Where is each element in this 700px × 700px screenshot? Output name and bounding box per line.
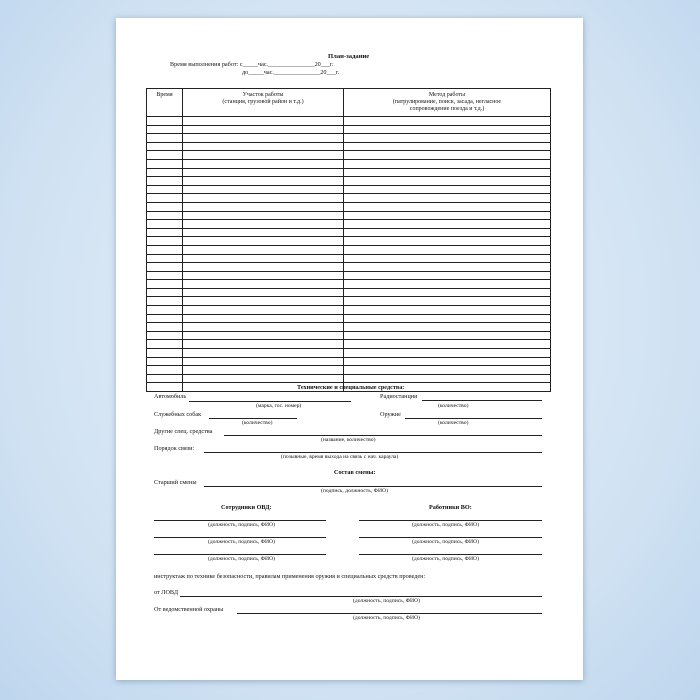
table-row — [147, 271, 551, 280]
ovd-signature-line-3[interactable] — [154, 554, 326, 555]
method-cell[interactable] — [344, 280, 551, 289]
time-cell[interactable] — [147, 340, 183, 349]
method-cell[interactable] — [344, 357, 551, 366]
column-header-hint: (станция, грузовой район и т.д.) — [222, 99, 304, 105]
time-cell[interactable] — [147, 142, 183, 151]
column-header-time — [147, 89, 183, 117]
method-cell[interactable] — [344, 194, 551, 203]
dogs-label: Служебных собак — [154, 411, 202, 418]
section-cell[interactable] — [183, 125, 344, 134]
method-cell[interactable] — [344, 263, 551, 272]
method-cell[interactable] — [344, 254, 551, 263]
method-cell[interactable] — [344, 159, 551, 168]
vo-signature-line-2[interactable] — [359, 537, 542, 538]
method-cell[interactable] — [344, 142, 551, 151]
time-cell[interactable] — [147, 323, 183, 332]
work-time-to: до_____час._______________20___г. — [242, 69, 340, 76]
method-cell[interactable] — [344, 228, 551, 237]
section-cell[interactable] — [183, 349, 344, 358]
method-cell[interactable] — [344, 177, 551, 186]
section-cell[interactable] — [183, 271, 344, 280]
section-cell[interactable] — [183, 314, 344, 323]
radio-hint: (количество) — [438, 403, 469, 409]
time-cell[interactable] — [147, 177, 183, 186]
vo-signature-hint-3: (должность, подпись, ФИО) — [412, 556, 479, 562]
section-cell[interactable] — [183, 331, 344, 340]
time-cell[interactable] — [147, 366, 183, 375]
time-cell[interactable] — [147, 306, 183, 315]
staff-heading: Состав смены: — [334, 469, 376, 476]
guard-field-line[interactable] — [237, 613, 542, 614]
dogs-hint: (количество) — [242, 420, 273, 426]
other-means-field-line[interactable] — [224, 435, 542, 436]
section-cell[interactable] — [183, 168, 344, 177]
plan-table — [146, 88, 551, 392]
other-means-label: Другие спец. средства — [154, 428, 213, 435]
section-cell[interactable] — [183, 245, 344, 254]
section-cell[interactable] — [183, 194, 344, 203]
vo-heading: Работники ВО: — [429, 504, 472, 511]
time-cell[interactable] — [147, 151, 183, 160]
method-cell[interactable] — [344, 366, 551, 375]
column-header-hint-2: сопровождение поезда и т.д.) — [409, 106, 485, 112]
method-cell[interactable] — [344, 245, 551, 254]
method-cell[interactable] — [344, 349, 551, 358]
time-cell[interactable] — [147, 357, 183, 366]
table-row — [147, 254, 551, 263]
section-cell[interactable] — [183, 280, 344, 289]
briefing-text: инструктаж по технике безопасности, правилам применения оружия и специальных средств проведен: — [154, 573, 426, 580]
section-cell[interactable] — [183, 151, 344, 160]
section-cell[interactable] — [183, 263, 344, 272]
vo-signature-hint-1: (должность, подпись, ФИО) — [412, 522, 479, 528]
method-cell[interactable] — [344, 211, 551, 220]
section-cell[interactable] — [183, 254, 344, 263]
document-page — [116, 18, 583, 680]
table-row — [147, 185, 551, 194]
section-cell[interactable] — [183, 177, 344, 186]
time-cell[interactable] — [147, 202, 183, 211]
document-title: План-задание — [328, 53, 370, 60]
weapon-hint: (количество) — [438, 420, 469, 426]
time-cell[interactable] — [147, 117, 183, 126]
method-cell[interactable] — [344, 288, 551, 297]
table-row — [147, 177, 551, 186]
time-cell[interactable] — [147, 331, 183, 340]
time-cell[interactable] — [147, 168, 183, 177]
time-cell[interactable] — [147, 280, 183, 289]
guard-hint: (должность, подпись, ФИО) — [353, 615, 420, 621]
column-header-method — [344, 89, 551, 117]
radio-field-line[interactable] — [422, 400, 542, 401]
section-cell[interactable] — [183, 297, 344, 306]
table-row — [147, 357, 551, 366]
table-row — [147, 314, 551, 323]
table-row — [147, 374, 551, 383]
time-cell[interactable] — [147, 383, 183, 392]
section-cell[interactable] — [183, 288, 344, 297]
section-cell[interactable] — [183, 228, 344, 237]
table-row — [147, 151, 551, 160]
work-time-from: Время выполнения работ: с_____час._______________20___г. — [170, 61, 334, 68]
vo-signature-hint-2: (должность, подпись, ФИО) — [412, 539, 479, 545]
communication-field-line[interactable] — [204, 452, 542, 453]
ovd-signature-hint-3: (должность, подпись, ФИО) — [208, 556, 275, 562]
time-cell[interactable] — [147, 228, 183, 237]
table-row — [147, 263, 551, 272]
method-cell[interactable] — [344, 220, 551, 229]
time-cell[interactable] — [147, 220, 183, 229]
communication-hint: (позывные, время выхода на связь с нач. караула) — [281, 454, 399, 460]
column-header-label: Участок работы — [242, 92, 284, 98]
section-cell[interactable] — [183, 117, 344, 126]
senior-field-line[interactable] — [204, 486, 542, 487]
section-cell[interactable] — [183, 237, 344, 246]
table-row — [147, 211, 551, 220]
weapon-field-line[interactable] — [405, 418, 542, 419]
guard-label: От ведомственной охраны — [154, 606, 224, 613]
method-cell[interactable] — [344, 151, 551, 160]
table-row — [147, 340, 551, 349]
time-cell[interactable] — [147, 271, 183, 280]
radio-label: Радиостанции — [380, 393, 418, 400]
vo-signature-line-1[interactable] — [359, 520, 542, 521]
section-cell[interactable] — [183, 142, 344, 151]
section-cell[interactable] — [183, 323, 344, 332]
time-cell[interactable] — [147, 245, 183, 254]
section-cell[interactable] — [183, 357, 344, 366]
table-row — [147, 288, 551, 297]
table-row — [147, 228, 551, 237]
table-header-row — [147, 89, 551, 117]
method-cell[interactable] — [344, 185, 551, 194]
time-cell[interactable] — [147, 263, 183, 272]
section-cell[interactable] — [183, 202, 344, 211]
method-cell[interactable] — [344, 134, 551, 143]
lovd-hint: (должность, подпись, ФИО) — [353, 598, 420, 604]
table-row — [147, 117, 551, 126]
ovd-signature-hint-1: (должность, подпись, ФИО) — [208, 522, 275, 528]
time-cell[interactable] — [147, 297, 183, 306]
time-cell[interactable] — [147, 349, 183, 358]
table-row — [147, 134, 551, 143]
ovd-signature-hint-2: (должность, подпись, ФИО) — [208, 539, 275, 545]
auto-field-line[interactable] — [189, 401, 351, 402]
time-cell[interactable] — [147, 288, 183, 297]
table-row — [147, 220, 551, 229]
table-row — [147, 125, 551, 134]
lovd-field-line[interactable] — [180, 596, 542, 597]
section-cell[interactable] — [183, 340, 344, 349]
method-cell[interactable] — [344, 374, 551, 383]
dogs-field-line[interactable] — [209, 418, 297, 419]
table-row — [147, 366, 551, 375]
method-cell[interactable] — [344, 202, 551, 211]
table-row — [147, 306, 551, 315]
section-cell[interactable] — [183, 220, 344, 229]
time-cell[interactable] — [147, 194, 183, 203]
table-row — [147, 237, 551, 246]
column-header-section — [183, 89, 344, 117]
method-cell[interactable] — [344, 117, 551, 126]
method-cell[interactable] — [344, 323, 551, 332]
table-body — [147, 117, 551, 392]
time-cell[interactable] — [147, 211, 183, 220]
section-cell[interactable] — [183, 134, 344, 143]
section-cell[interactable] — [183, 211, 344, 220]
ovd-signature-line-2[interactable] — [154, 537, 326, 538]
section-cell[interactable] — [183, 366, 344, 375]
section-cell[interactable] — [183, 374, 344, 383]
method-cell[interactable] — [344, 237, 551, 246]
table-row — [147, 168, 551, 177]
time-cell[interactable] — [147, 254, 183, 263]
ovd-signature-line-1[interactable] — [154, 520, 326, 521]
section-cell[interactable] — [183, 159, 344, 168]
method-cell[interactable] — [344, 125, 551, 134]
time-cell[interactable] — [147, 159, 183, 168]
table-row — [147, 297, 551, 306]
table-row — [147, 194, 551, 203]
time-cell[interactable] — [147, 134, 183, 143]
column-header-label: Метод работы — [428, 92, 466, 98]
senior-label: Старший смены — [154, 479, 197, 486]
time-cell[interactable] — [147, 237, 183, 246]
section-cell[interactable] — [183, 306, 344, 315]
ovd-heading: Сотрудники ОВД: — [221, 504, 272, 511]
vo-signature-line-3[interactable] — [359, 554, 542, 555]
table-row — [147, 323, 551, 332]
method-cell[interactable] — [344, 340, 551, 349]
section-cell[interactable] — [183, 185, 344, 194]
method-cell[interactable] — [344, 306, 551, 315]
method-cell[interactable] — [344, 297, 551, 306]
table-row — [147, 202, 551, 211]
table-row — [147, 349, 551, 358]
method-cell[interactable] — [344, 331, 551, 340]
table-row — [147, 142, 551, 151]
senior-hint: (подпись, должность, ФИО) — [321, 488, 388, 494]
column-header-label: Время — [156, 92, 173, 98]
table-row — [147, 280, 551, 289]
communication-label: Порядок связи: — [154, 445, 195, 452]
column-header-hint: (патрулирование, поиск, засада, негласное — [392, 99, 502, 105]
table-row — [147, 159, 551, 168]
auto-label: Автомобиль — [154, 393, 187, 400]
time-cell[interactable] — [147, 374, 183, 383]
tech-heading: Технические и специальные средства: — [297, 384, 405, 391]
method-cell[interactable] — [344, 168, 551, 177]
weapon-label: Оружие — [380, 411, 401, 418]
time-cell[interactable] — [147, 314, 183, 323]
method-cell[interactable] — [344, 271, 551, 280]
other-means-hint: (название, количество) — [321, 437, 376, 443]
time-cell[interactable] — [147, 185, 183, 194]
table-row — [147, 331, 551, 340]
auto-hint: (марка, гос. номер) — [256, 403, 302, 409]
time-cell[interactable] — [147, 125, 183, 134]
method-cell[interactable] — [344, 314, 551, 323]
table-row — [147, 245, 551, 254]
lovd-label: от ЛОВД — [154, 589, 179, 596]
